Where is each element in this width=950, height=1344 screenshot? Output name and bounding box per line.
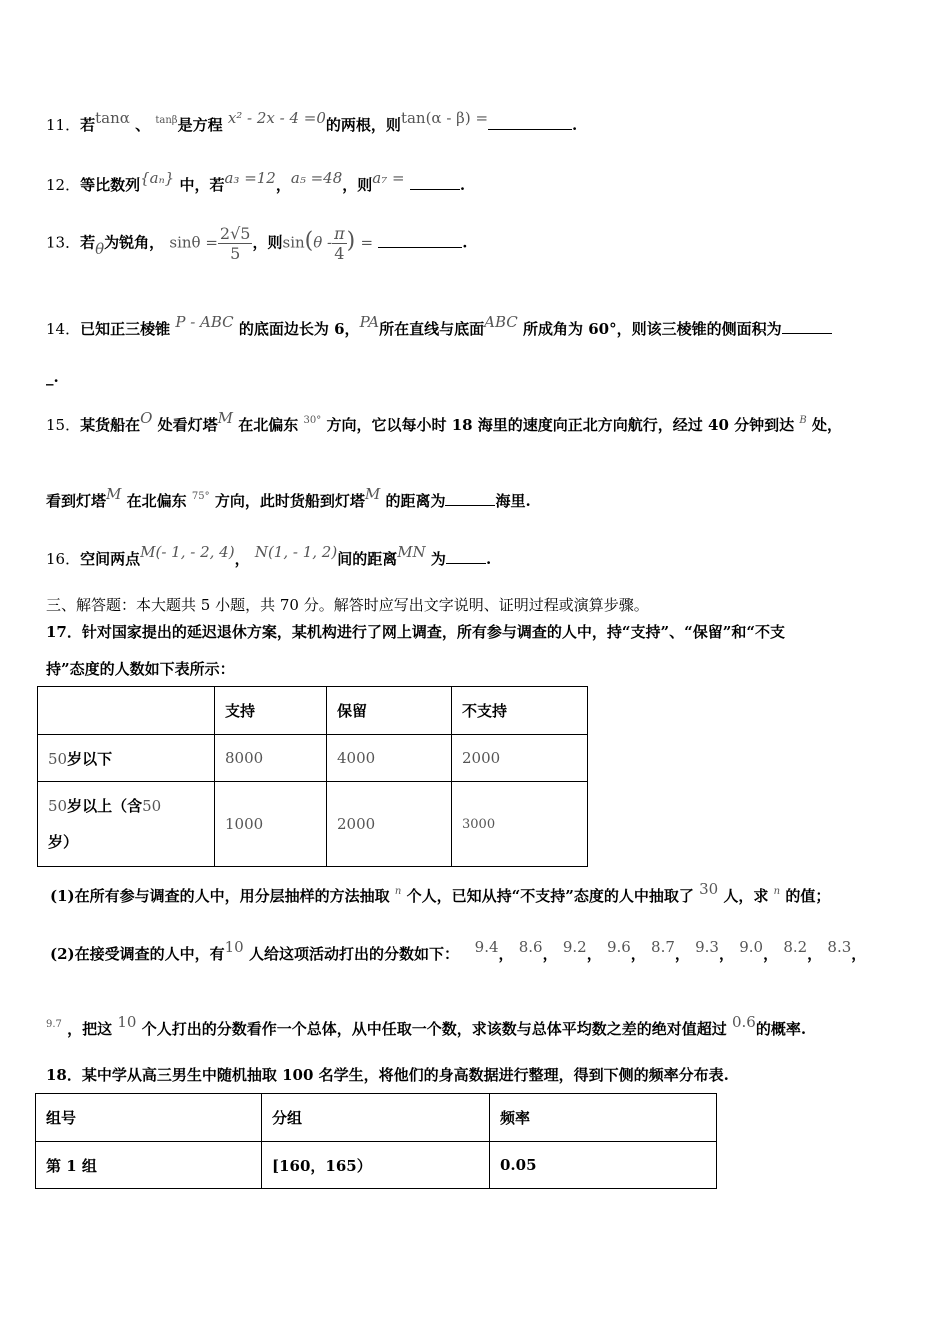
question-16: 16．空间两点M(- 1, - 2, 4)， N(1, - 1, 2)间的距离MN 为 .: [46, 543, 492, 568]
question-11: 11．若tanα 、 $^{tan\beta}$是方程 x² - 2x - 4 =0的两根，则tan(α - β) = .: [46, 109, 578, 134]
table-row: 50岁以上（含50 岁） 1000 2000 3000: [38, 782, 588, 867]
answer-blank: [445, 491, 495, 506]
table-header-row: 组号 分组 频率: [36, 1094, 717, 1142]
question-17-part2-cont: $^{9.7}$ ，把这 10 个人打出的分数看作一个总体，从中任取一个数，求该数与总体平均数之差的绝对值超过 0.6的概率.: [46, 1013, 807, 1038]
question-17-part2: (2)在接受调查的人中，有10 人给这项活动打出的分数如下： 9.4， 8.6， 9.2， 9.6， 8.7， 9.3， 9.0， 8.2， 8.3，: [50, 938, 867, 963]
question-12: 12．等比数列{aₙ} 中，若a₃ =12，a₅ =48，则a₇ = .: [46, 169, 466, 194]
math-sin-theta: sinθ =: [169, 233, 218, 252]
answer-blank: [410, 175, 460, 190]
question-number: 11．: [46, 116, 81, 134]
question-15: 15．某货船在O 处看灯塔M 在北偏东 $^{30^\circ}$ 方向，它以每小时 18 海里的速度向正北方向航行，经过 40 分钟到达 $^B$ 处，: [46, 409, 842, 434]
question-18: 18．某中学从高三男生中随机抽取 100 名学生，将他们的身高数据进行整理，得到下侧的频率分布表.: [46, 1066, 729, 1084]
question-13: 13．若θ为锐角， sinθ = $\frac{2√5}{5}$ ，则sin(θ - $\frac{\pi}{4}$ ) = .: [46, 224, 468, 263]
question-17-line2: 持”态度的人数如下表所示：: [46, 660, 235, 678]
math-a3: a₃ =12: [224, 169, 276, 187]
frequency-table: [35, 1093, 717, 1189]
table-row: 第 1 组 [160，165） 0.05: [36, 1142, 717, 1189]
attitude-table: [37, 686, 588, 867]
answer-blank: [488, 115, 572, 130]
answer-blank: [782, 319, 832, 334]
answer-blank: [446, 549, 486, 564]
math-a5: a₅ =48: [290, 169, 343, 187]
math-a7: a₇ =: [372, 169, 405, 187]
answer-blank: [378, 233, 462, 248]
table-row: 50岁以下 8000 4000 2000: [38, 735, 588, 782]
math-fraction: $\frac{2√5}{5}$: [219, 224, 251, 263]
math-sequence: {aₙ}: [140, 169, 175, 187]
section-heading: 三、解答题：本大题共 5 小题，共 70 分。解答时应写出文字说明、证明过程或演算步骤。: [46, 596, 649, 614]
question-14: 14．已知正三棱锥 P - ABC 的底面边长为 6，PA所在直线与底面ABC 所成角为 60°，则该三棱锥的侧面积为: [46, 318, 832, 339]
math-expression: tan(α - β) =: [400, 109, 489, 127]
question-17-part1: (1)在所有参与调查的人中，用分层抽样的方法抽取 $^n$ 个人，已知从持“不支持”态度的人中抽取了 30 人，求 $^n$ 的值；: [50, 880, 831, 905]
math-tan-beta: tanβ: [155, 115, 178, 126]
table-header-row: 支持 保留 不支持: [38, 687, 588, 735]
question-17-line1: 17．针对国家提出的延迟退休方案，某机构进行了网上调查，所有参与调查的人中，持“支持”、“保留”和“不支: [46, 623, 786, 641]
math-tan-alpha: tanα: [95, 109, 130, 127]
question-15-line2: 看到灯塔M 在北偏东 $^{75^\circ}$ 方向，此时货船到灯塔M 的距离为 海里.: [46, 485, 531, 510]
math-equation: x² - 2x - 4 =0: [227, 109, 326, 127]
